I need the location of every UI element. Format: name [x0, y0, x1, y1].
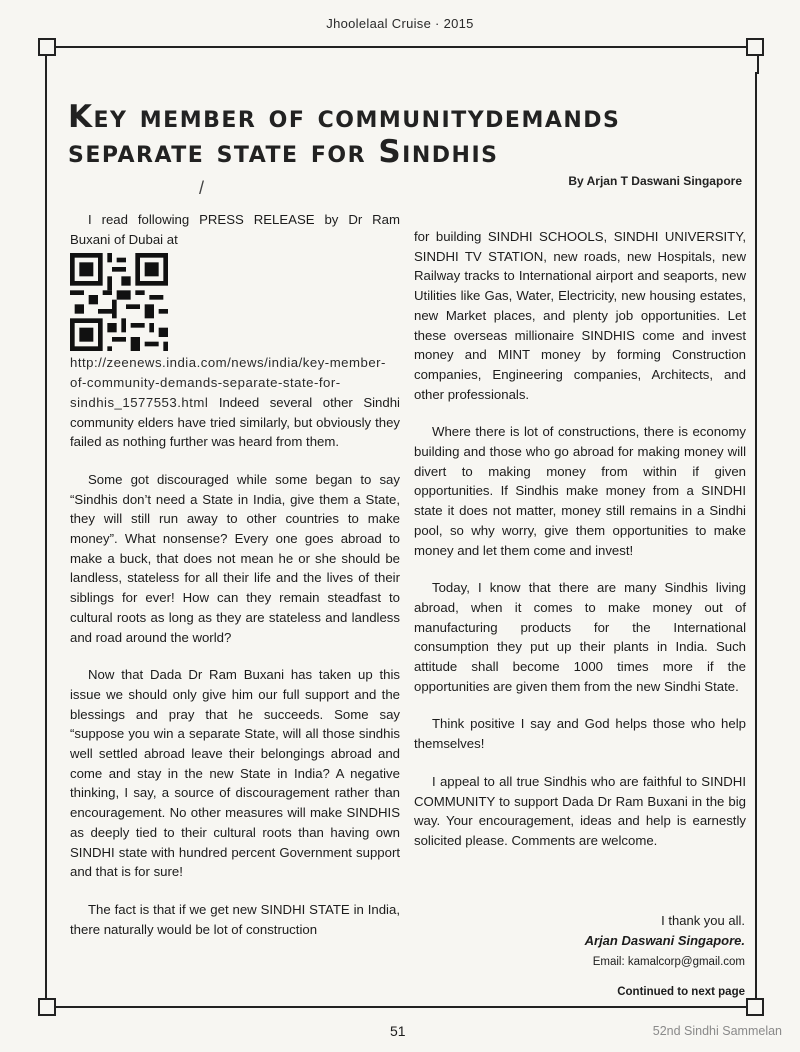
closing-signature: Arjan Daswani Singapore. — [584, 933, 745, 948]
frame-corner-br — [746, 998, 764, 1016]
frame-bottom-border — [45, 1006, 755, 1008]
right-paragraph-3: Today, I know that there are many Sindhis living abroad, when it comes to make money out of manufacturing products for the International consumption they put up their plants in India. Such attitude shall become 1000 times more if the opportunities are given them from the new Sindhi State. — [414, 580, 746, 694]
right-paragraph-2: Where there is lot of constructions, there is economy building and those who go abroad for making money will divert to making money from within if given opportunities. If Sindhis make money from a SINDHI state it does not matter, money still remains in a Sindhi pool, so why worry, give them opportunities to make money and let them come and invest! — [414, 424, 746, 558]
publication-footer: 52nd Sindhi Sammelan — [652, 1024, 782, 1038]
frame-corner-bl — [38, 998, 56, 1016]
continued-note: Continued to next page — [617, 986, 745, 998]
page-number: 51 — [390, 1023, 406, 1039]
left-paragraph-2: Some got discouraged while some began to say “Sindhis don’t need a State in India, give them a State, they will still run away to other countries to make money”. What nonsense? Every one goes abroad to make a buck, that does not mean he or she should be landless, stateless for all their life and the lives of their siblings for ever! How can they remain steadfast to cultural roots as long as they are stateless and landless and road around the world? — [70, 471, 400, 645]
closing-email: Email: kamalcorp@gmail.com — [592, 956, 745, 968]
qr-block — [70, 249, 400, 452]
right-paragraph-1: for building SINDHI SCHOOLS, SINDHI UNIVERSITY, SINDHI TV STATION, new roads, new Hospitals, new Railway tracks to International airport and seaports, new Utilities like Gas, Water, Electricity, new housing estates, new Market places, and plenty job opportunities. Let these overseas millionaire SINDHIS come and invest money and MINT money by forming Construction companies, Engineering companies, Architects, and other professionals. — [414, 229, 746, 402]
right-column — [414, 227, 746, 869]
left-paragraph-4: The fact is that if we get new SINDHI STATE in India, there naturally would be lot of construction — [70, 901, 400, 937]
frame-top-border — [45, 46, 759, 74]
article-title — [68, 100, 748, 170]
left-p1-intro: I read following PRESS RELEASE by Dr Ram Buxani of Dubai at — [70, 212, 400, 247]
qr-code-icon — [70, 253, 168, 351]
left-paragraph-1 — [70, 210, 400, 249]
left-column — [70, 210, 400, 957]
frame-corner-tr — [746, 38, 764, 56]
left-p1-rest: Indeed several other Sindhi community elders have tried similarly, but obviously they failed as nothing further was heard from them. — [70, 394, 400, 450]
frame-left-border — [45, 72, 47, 1007]
frame-right-border — [755, 72, 757, 1007]
title-line-2: separate state for Sindhis — [68, 134, 499, 170]
right-paragraph-5: I appeal to all true Sindhis who are faithful to SINDHI COMMUNITY to support Dada Dr Ram Buxani in the big way. Your encouragement, ideas and help is earnestly solicited please. Comments are welcome. — [414, 773, 746, 848]
closing-thanks: I thank you all. — [661, 913, 745, 928]
title-line-1: Key member of communitydemands — [68, 99, 621, 135]
frame-corner-tl — [38, 38, 56, 56]
right-paragraph-4: Think positive I say and God helps those who help themselves! — [414, 716, 746, 752]
pen-mark: / — [199, 178, 205, 198]
press-release-url[interactable]: http://zeenews.india.com/news/india/key-member-of-community-demands-separate-state-for-sindhis_1577553.html — [70, 355, 386, 410]
left-paragraph-3: Now that Dada Dr Ram Buxani has taken up this issue we should only give him our full support and the blessings and pray that he succeeds. Some say “suppose you win a separate State, will all those sindhis well settled abroad leave their belongings abroad and come and stay in the new State in India? A negative thinking, I say, a source of discouragement rather than encouragement. No other measures will make SINDHIS as deeply tied to their cultural roots than having own SINDHI state with hundred percent Government support and that is for sure! — [70, 667, 400, 880]
magazine-header: Jhoolelaal Cruise · 2015 — [326, 16, 474, 31]
byline: By Arjan T Daswani Singapore — [568, 174, 742, 188]
